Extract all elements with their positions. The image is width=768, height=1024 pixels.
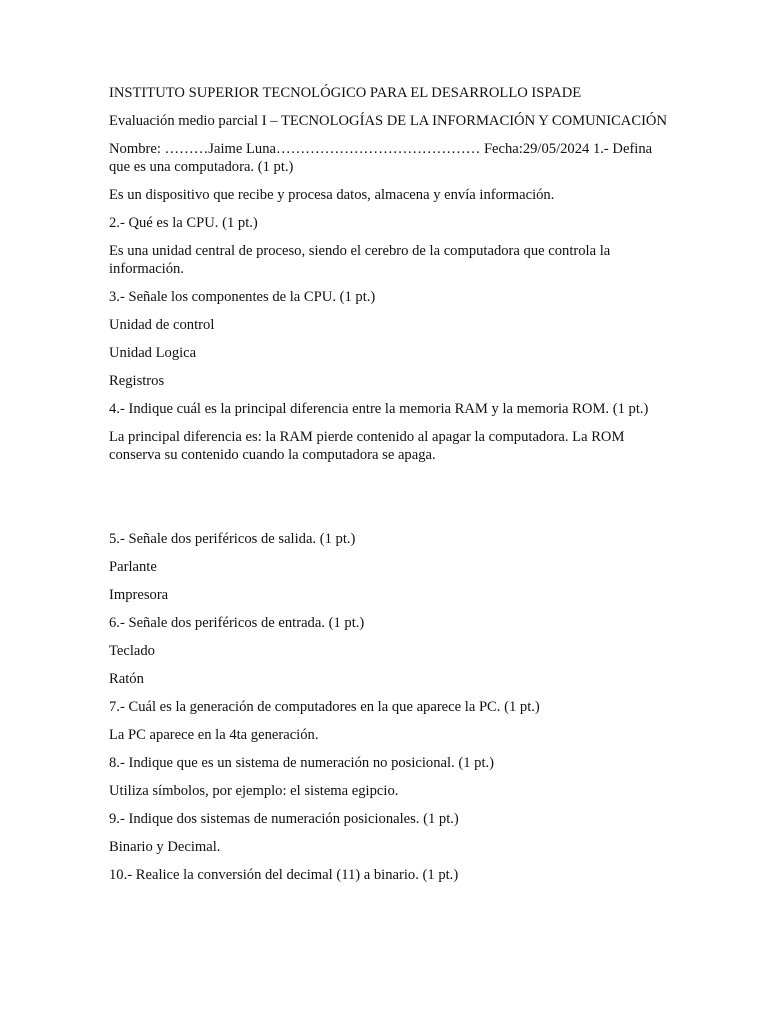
question-4: 4.- Indique cuál es la principal diferencia entre la memoria RAM y la memoria ROM. (1 pt.) (109, 401, 649, 417)
answer-3-item-3: Registros (109, 373, 165, 389)
question-8: 8.- Indique que es un sistema de numeración no posicional. (1 pt.) (109, 755, 495, 771)
answer-1: Es un dispositivo que recibe y procesa datos, almacena y envía información. (109, 187, 555, 203)
question-9: 9.- Indique dos sistemas de numeración posicionales. (1 pt.) (109, 811, 459, 827)
evaluation-title: Evaluación medio parcial I – TECNOLOGÍAS DE LA INFORMACIÓN Y COMUNICACIÓN (109, 113, 668, 129)
answer-8: Utiliza símbolos, por ejemplo: el sistema egipcio. (109, 783, 399, 799)
answer-3-item-2: Unidad Logica (109, 345, 197, 361)
answer-3-item-1: Unidad de control (109, 317, 215, 333)
answer-5-item-1: Parlante (109, 559, 157, 575)
answer-2: Es una unidad central de proceso, siendo el cerebro de la computadora que controla la información. (109, 243, 611, 277)
answer-6-item-2: Ratón (109, 671, 144, 687)
question-2: 2.- Qué es la CPU. (1 pt.) (109, 215, 258, 231)
document-page (109, 84, 669, 894)
question-3: 3.- Señale los componentes de la CPU. (1 pt.) (109, 289, 376, 305)
blank-space (109, 474, 669, 530)
institution-title: INSTITUTO SUPERIOR TECNOLÓGICO PARA EL DESARROLLO ISPADE (109, 85, 582, 101)
answer-5-item-2: Impresora (109, 587, 169, 603)
name-date-line: Nombre: ………Jaime Luna…………………………………… Fecha:29/05/2024 1.- Defina que es una computadora. (1 pt.) (109, 141, 653, 175)
question-5: 5.- Señale dos periféricos de salida. (1 pt.) (109, 531, 356, 547)
question-10: 10.- Realice la conversión del decimal (11) a binario. (1 pt.) (109, 867, 459, 883)
question-6: 6.- Señale dos periféricos de entrada. (1 pt.) (109, 615, 365, 631)
question-7: 7.- Cuál es la generación de computadores en la que aparece la PC. (1 pt.) (109, 699, 540, 715)
answer-4: La principal diferencia es: la RAM pierde contenido al apagar la computadora. La ROM conserva su contenido cuando la computadora se apaga. (109, 429, 625, 463)
answer-6-item-1: Teclado (109, 643, 155, 659)
answer-9: Binario y Decimal. (109, 839, 221, 855)
answer-7: La PC aparece en la 4ta generación. (109, 727, 319, 743)
